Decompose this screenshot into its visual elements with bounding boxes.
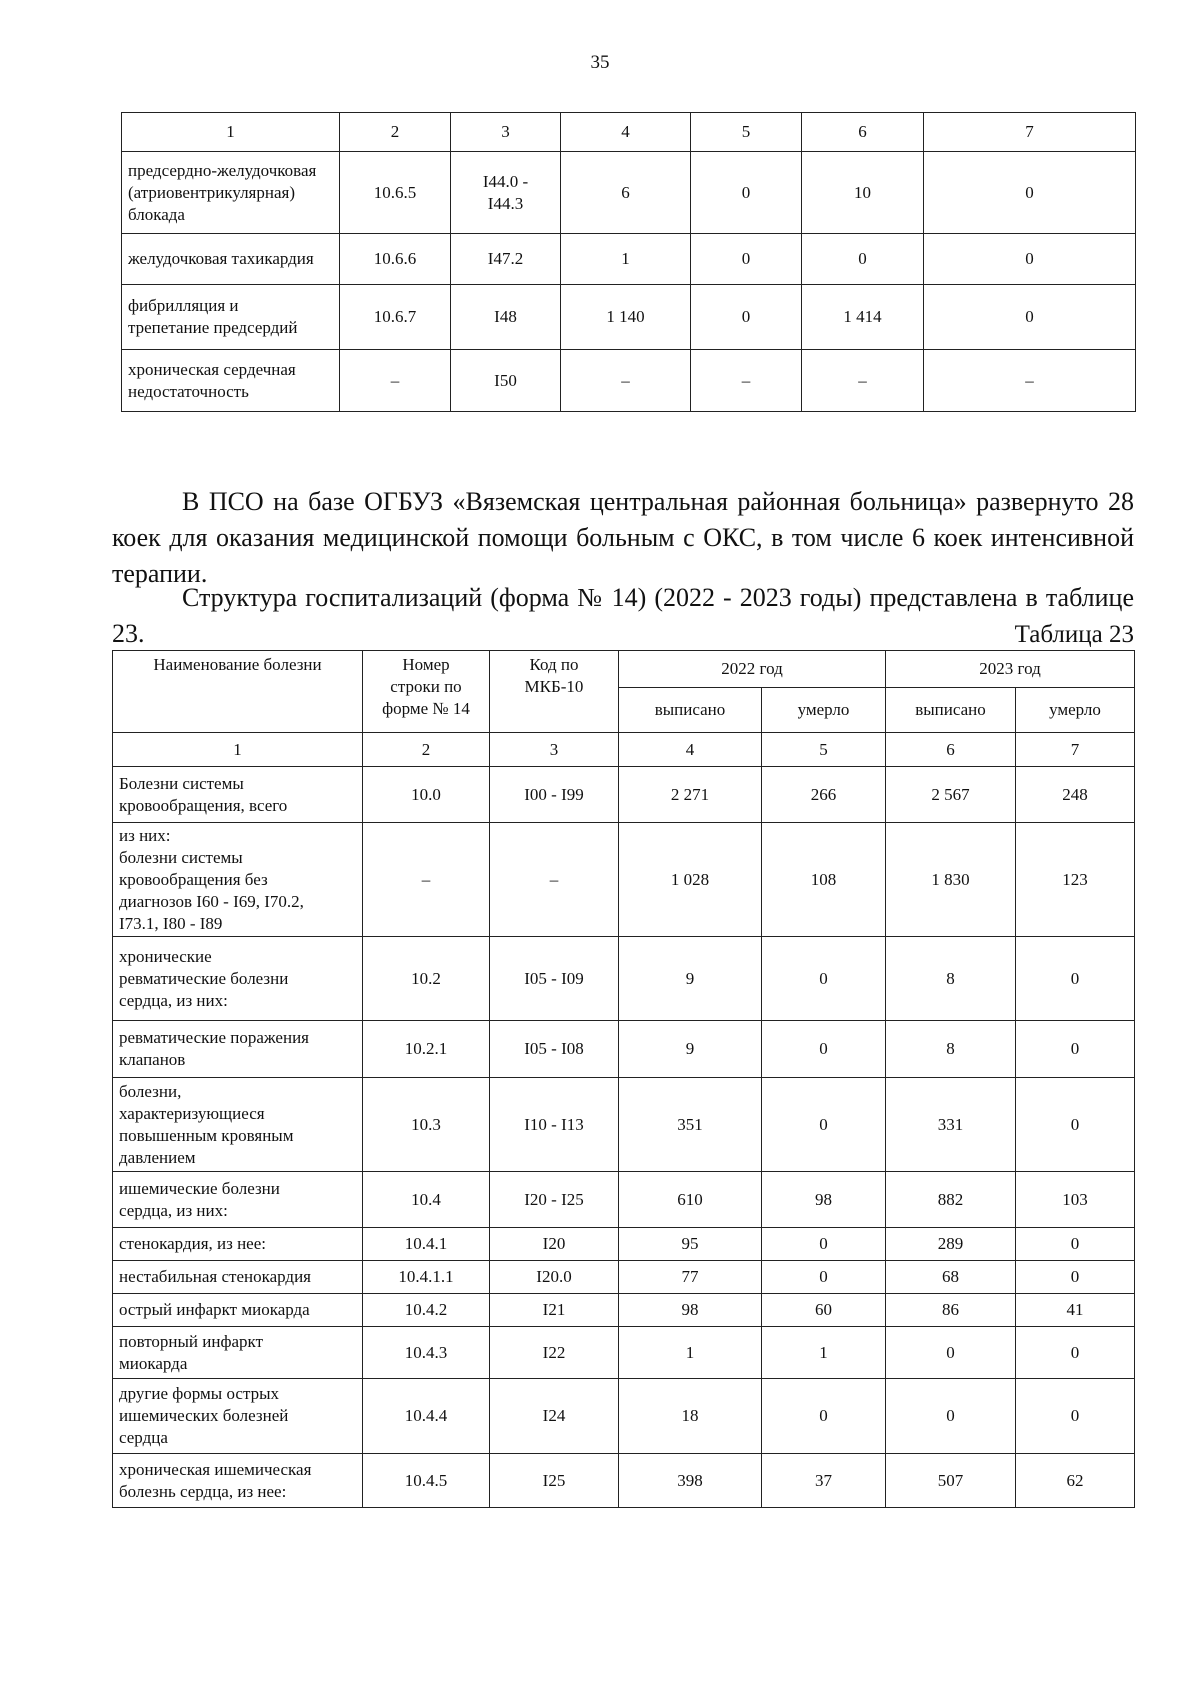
table-row bbox=[122, 350, 1136, 412]
disease-name-cell: ревматические поражения клапанов bbox=[113, 1021, 363, 1078]
value-cell: 0 bbox=[802, 234, 924, 285]
disease-name-header: Наименование болезни bbox=[113, 651, 363, 733]
page-number: 35 bbox=[590, 52, 610, 73]
value-cell: – bbox=[691, 350, 802, 412]
row-number-cell: 10.3 bbox=[363, 1078, 490, 1172]
value-cell: 0 bbox=[924, 285, 1136, 350]
table-row bbox=[113, 767, 1135, 823]
value-cell: 0 bbox=[1016, 1261, 1135, 1294]
value-cell: 0 bbox=[886, 1327, 1016, 1379]
value-cell: 0 bbox=[762, 937, 886, 1021]
value-cell: 37 bbox=[762, 1454, 886, 1508]
value-cell: 1 bbox=[762, 1327, 886, 1379]
column-number: 1 bbox=[113, 733, 363, 767]
icd-code-cell: I50 bbox=[451, 350, 561, 412]
discharged-header: выписано bbox=[886, 688, 1016, 733]
disease-name-cell: хроническая сердечная недостаточность bbox=[122, 350, 340, 412]
value-cell: 0 bbox=[1016, 1228, 1135, 1261]
table-row bbox=[113, 1327, 1135, 1379]
value-cell: 103 bbox=[1016, 1172, 1135, 1228]
value-cell: 123 bbox=[1016, 823, 1135, 937]
value-cell: 9 bbox=[619, 937, 762, 1021]
value-cell: 6 bbox=[561, 152, 691, 234]
continued-table bbox=[121, 112, 1136, 412]
icd-code-cell: I44.0 - I44.3 bbox=[451, 152, 561, 234]
value-cell: 77 bbox=[619, 1261, 762, 1294]
discharged-header: выписано bbox=[619, 688, 762, 733]
value-cell: 2 567 bbox=[886, 767, 1016, 823]
value-cell: 1 140 bbox=[561, 285, 691, 350]
value-cell: 9 bbox=[619, 1021, 762, 1078]
value-cell: 18 bbox=[619, 1379, 762, 1454]
row-number-cell: 10.4.2 bbox=[363, 1294, 490, 1327]
row-number-cell: 10.4.1.1 bbox=[363, 1261, 490, 1294]
value-cell: 1 028 bbox=[619, 823, 762, 937]
disease-name-cell: острый инфаркт миокарда bbox=[113, 1294, 363, 1327]
value-cell: – bbox=[802, 350, 924, 412]
row-number-cell: 10.2.1 bbox=[363, 1021, 490, 1078]
value-cell: 0 bbox=[1016, 1327, 1135, 1379]
value-cell: 0 bbox=[762, 1379, 886, 1454]
disease-name-cell: хронические ревматические болезни сердца, из них: bbox=[113, 937, 363, 1021]
icd-code-cell: I20.0 bbox=[490, 1261, 619, 1294]
disease-name-cell: фибрилляция и трепетание предсердий bbox=[122, 285, 340, 350]
value-cell: 0 bbox=[762, 1078, 886, 1172]
value-cell: 41 bbox=[1016, 1294, 1135, 1327]
value-cell: 8 bbox=[886, 937, 1016, 1021]
row-number-cell: 10.6.6 bbox=[340, 234, 451, 285]
value-cell: 0 bbox=[1016, 937, 1135, 1021]
value-cell: 0 bbox=[762, 1021, 886, 1078]
value-cell: 1 414 bbox=[802, 285, 924, 350]
icd-code-cell: I10 - I13 bbox=[490, 1078, 619, 1172]
value-cell: 108 bbox=[762, 823, 886, 937]
disease-name-cell: ишемические болезни сердца, из них: bbox=[113, 1172, 363, 1228]
value-cell: 0 bbox=[762, 1228, 886, 1261]
value-cell: 0 bbox=[691, 285, 802, 350]
disease-name-cell: болезни, характеризующиеся повышенным кровяным давлением bbox=[113, 1078, 363, 1172]
column-number: 2 bbox=[340, 113, 451, 152]
table-row bbox=[113, 1021, 1135, 1078]
icd-code-cell: I22 bbox=[490, 1327, 619, 1379]
value-cell: 62 bbox=[1016, 1454, 1135, 1508]
value-cell: 1 bbox=[619, 1327, 762, 1379]
disease-name-cell: предсердно-желудочковая (атриовентрикулярная) блокада bbox=[122, 152, 340, 234]
value-cell: 248 bbox=[1016, 767, 1135, 823]
disease-name-cell: повторный инфаркт миокарда bbox=[113, 1327, 363, 1379]
row-number-cell: – bbox=[340, 350, 451, 412]
value-cell: 289 bbox=[886, 1228, 1016, 1261]
column-number-row bbox=[113, 733, 1135, 767]
column-number: 4 bbox=[619, 733, 762, 767]
row-number-cell: 10.0 bbox=[363, 767, 490, 823]
hospitalization-table bbox=[112, 650, 1135, 1508]
died-header: умерло bbox=[1016, 688, 1135, 733]
died-header: умерло bbox=[762, 688, 886, 733]
body-paragraph: Структура госпитализаций (форма № 14) (2022 - 2023 годы) представлена в таблице 23. bbox=[112, 583, 1134, 648]
row-number-cell: – bbox=[363, 823, 490, 937]
icd-code-cell: I05 - I09 bbox=[490, 937, 619, 1021]
column-number: 2 bbox=[363, 733, 490, 767]
value-cell: 0 bbox=[886, 1379, 1016, 1454]
row-number-header: Номер строки по форме № 14 bbox=[363, 651, 490, 733]
header-row bbox=[113, 651, 1135, 688]
icd-code-cell: I05 - I08 bbox=[490, 1021, 619, 1078]
column-number: 5 bbox=[691, 113, 802, 152]
table-row bbox=[113, 1078, 1135, 1172]
icd-code-header: Код по МКБ-10 bbox=[490, 651, 619, 733]
row-number-cell: 10.4.3 bbox=[363, 1327, 490, 1379]
row-number-cell: 10.6.5 bbox=[340, 152, 451, 234]
column-number: 6 bbox=[802, 113, 924, 152]
icd-code-cell: I24 bbox=[490, 1379, 619, 1454]
row-number-cell: 10.4.5 bbox=[363, 1454, 490, 1508]
column-number: 3 bbox=[451, 113, 561, 152]
value-cell: 2 271 bbox=[619, 767, 762, 823]
year-2022-header: 2022 год bbox=[619, 651, 886, 688]
value-cell: 95 bbox=[619, 1228, 762, 1261]
value-cell: 610 bbox=[619, 1172, 762, 1228]
value-cell: 98 bbox=[619, 1294, 762, 1327]
value-cell: 398 bbox=[619, 1454, 762, 1508]
value-cell: 266 bbox=[762, 767, 886, 823]
row-number-cell: 10.4 bbox=[363, 1172, 490, 1228]
value-cell: 0 bbox=[1016, 1078, 1135, 1172]
value-cell: 8 bbox=[886, 1021, 1016, 1078]
disease-name-cell: Болезни системы кровообращения, всего bbox=[113, 767, 363, 823]
row-number-cell: 10.6.7 bbox=[340, 285, 451, 350]
value-cell: 1 830 bbox=[886, 823, 1016, 937]
icd-code-cell: I00 - I99 bbox=[490, 767, 619, 823]
value-cell: 0 bbox=[924, 152, 1136, 234]
value-cell: 0 bbox=[691, 152, 802, 234]
icd-code-cell: – bbox=[490, 823, 619, 937]
row-number-cell: 10.4.4 bbox=[363, 1379, 490, 1454]
value-cell: 0 bbox=[924, 234, 1136, 285]
disease-name-cell: нестабильная стенокардия bbox=[113, 1261, 363, 1294]
disease-name-cell: другие формы острых ишемических болезней сердца bbox=[113, 1379, 363, 1454]
table-row bbox=[122, 285, 1136, 350]
table-row bbox=[113, 1261, 1135, 1294]
table-row bbox=[113, 1454, 1135, 1508]
column-number: 6 bbox=[886, 733, 1016, 767]
value-cell: 331 bbox=[886, 1078, 1016, 1172]
table-row bbox=[122, 152, 1136, 234]
table-row bbox=[113, 1294, 1135, 1327]
year-2023-header: 2023 год bbox=[886, 651, 1135, 688]
table-row bbox=[122, 234, 1136, 285]
value-cell: 98 bbox=[762, 1172, 886, 1228]
disease-name-cell: стенокардия, из нее: bbox=[113, 1228, 363, 1261]
icd-code-cell: I20 - I25 bbox=[490, 1172, 619, 1228]
column-number-row bbox=[122, 113, 1136, 152]
value-cell: – bbox=[561, 350, 691, 412]
value-cell: 10 bbox=[802, 152, 924, 234]
value-cell: 0 bbox=[762, 1261, 886, 1294]
value-cell: – bbox=[924, 350, 1136, 412]
body-paragraph: В ПСО на базе ОГБУЗ «Вяземская центральная районная больница» развернуто 28 коек для оказания медицинской помощи больным с ОКС, в том числе 6 коек интенсивной терапии. bbox=[112, 487, 1134, 588]
table-row bbox=[113, 1379, 1135, 1454]
value-cell: 60 bbox=[762, 1294, 886, 1327]
icd-code-cell: I21 bbox=[490, 1294, 619, 1327]
disease-name-cell: из них: болезни системы кровообращения без диагнозов I60 - I69, I70.2, I73.1, I80 - I89 bbox=[113, 823, 363, 937]
value-cell: 86 bbox=[886, 1294, 1016, 1327]
column-number: 5 bbox=[762, 733, 886, 767]
value-cell: 0 bbox=[691, 234, 802, 285]
value-cell: 882 bbox=[886, 1172, 1016, 1228]
table-row bbox=[113, 937, 1135, 1021]
column-number: 7 bbox=[1016, 733, 1135, 767]
row-number-cell: 10.2 bbox=[363, 937, 490, 1021]
icd-code-cell: I47.2 bbox=[451, 234, 561, 285]
table-row bbox=[113, 823, 1135, 937]
icd-code-cell: I48 bbox=[451, 285, 561, 350]
value-cell: 0 bbox=[1016, 1379, 1135, 1454]
column-number: 1 bbox=[122, 113, 340, 152]
table-row bbox=[113, 1172, 1135, 1228]
value-cell: 351 bbox=[619, 1078, 762, 1172]
disease-name-cell: хроническая ишемическая болезнь сердца, из нее: bbox=[113, 1454, 363, 1508]
value-cell: 68 bbox=[886, 1261, 1016, 1294]
icd-code-cell: I20 bbox=[490, 1228, 619, 1261]
column-number: 4 bbox=[561, 113, 691, 152]
column-number: 7 bbox=[924, 113, 1136, 152]
disease-name-cell: желудочковая тахикардия bbox=[122, 234, 340, 285]
value-cell: 507 bbox=[886, 1454, 1016, 1508]
column-number: 3 bbox=[490, 733, 619, 767]
icd-code-cell: I25 bbox=[490, 1454, 619, 1508]
value-cell: 0 bbox=[1016, 1021, 1135, 1078]
row-number-cell: 10.4.1 bbox=[363, 1228, 490, 1261]
table-caption: Таблица 23 bbox=[1014, 621, 1134, 648]
table-row bbox=[113, 1228, 1135, 1261]
value-cell: 1 bbox=[561, 234, 691, 285]
